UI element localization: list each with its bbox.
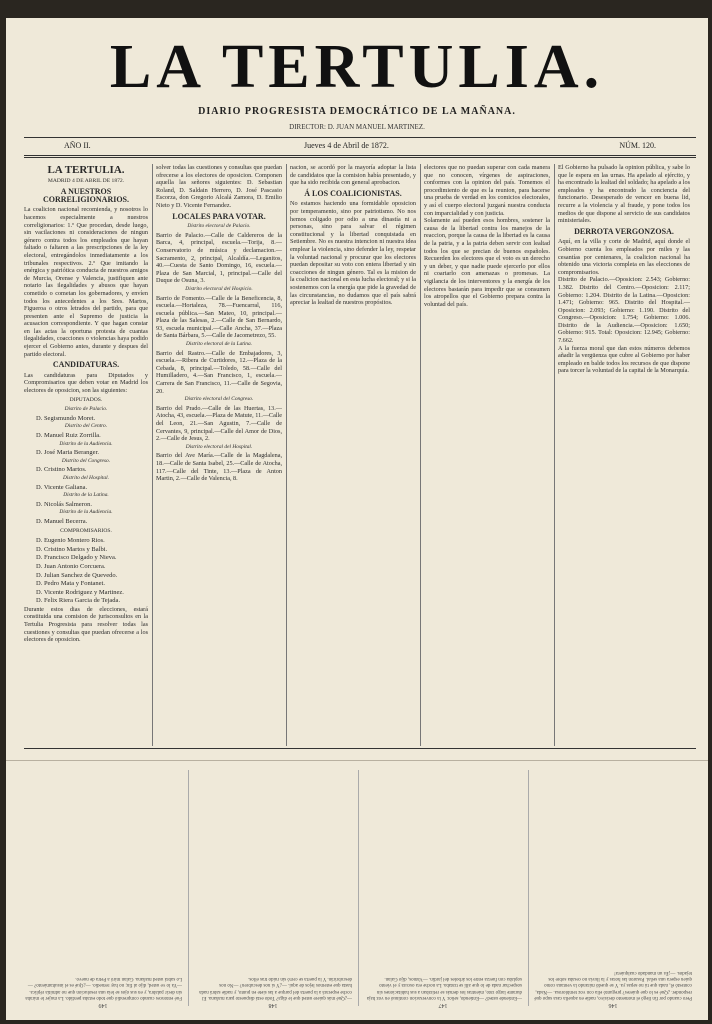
district-label: Distrito electoral de la Latina. [185, 341, 253, 348]
feuilleton-divider [358, 770, 359, 1006]
candidate-name: D. Segismundo Moret. [36, 414, 96, 422]
district-label: Distrito de la Latina. [63, 492, 109, 499]
article-text: Barrio de Fomento.—Calle de la Beneficencia, 8, escuela.—Hortaleza, 78.—Fuencarral, 116, escuela pública.—San Mateo, 10, principal.—Plaza de las Salesas, 2.—Calle de San Bernardo, 93, escuela municipal.—Calle Ancha, 37.—Plaza de Santa Bárbara, 5.—Calle de Jacometrezo, 55. [156, 294, 282, 340]
article-text: electores que no puedan superar con cada manera que no conocen, vírgenes de aspiraciones, conformes con la opinion del país. Tomemos el procedimiento de que es la reunion, para hacerse una prueba de verdad en los comicios electorales, y así el cuerpo electoral juzgará nuestra conducta con imparcialidad y con justicia. [424, 164, 550, 217]
column-divider [554, 164, 555, 746]
section-heading-correligionarios: A NUESTROS CORRELIGIONARIOS. [42, 187, 129, 204]
candidate-name: D. José Maria Beranger. [36, 449, 99, 457]
column-divider [286, 164, 287, 746]
main-bottom-rule [24, 748, 696, 749]
year-label: AÑO II. [64, 141, 91, 150]
column-divider [152, 164, 153, 746]
masthead [6, 33, 708, 131]
article-text: Barrio del Prado.—Calle de las Huertas, 13.—Atocha, 43, escuela.—Plaza de Matute, 11.—Calle del Leon, 21.—San Agustin, 7.—Calle de Cervantes, 9, principal.—Calle del Amor de Dios, 2.—Calle de Jesus, 2. [156, 404, 282, 443]
feuilleton-column [194, 768, 352, 1008]
director-line: DIRECTOR: D. JUAN MANUEL MARTINEZ. [289, 123, 425, 131]
column-1 [24, 164, 148, 746]
compromisario-name: D. Felix Riera Garcia de Tejada. [36, 597, 121, 605]
election-results: Distrito de Palacio.—Oposicion: 2.543; Gobierno: 1.382. Distrito del Centro.—Oposicion: 2.117; Gobierno: 1.204. Distrito de la Latina.—Oposicion: 1.471; Gobierno: 965. Distrito del Hospital.—Oposicion: 2.093; Gobierno: 1.190. Distrito del Congreso.—Oposicion: 1.754; Gobierno: 1.006. Distrito de la Audiencia.—Oposicion: 1.650; Gobierno: 915. Total: Oposicion: 12.945; Gobierno: 7.662. [558, 276, 690, 345]
compromisario-name: D. Pedro Mata y Fontanet. [36, 580, 105, 588]
column-5 [558, 164, 690, 746]
issue-number: NÚM. 120. [619, 141, 656, 150]
feuilleton-page-number: 149 [98, 1002, 108, 1008]
article-text: Barrio del Ave María.—Calle de la Magdalena, 18.—Calle de Santa Isabel, 25.—Calle de Atocha, 117.—Calle del Tinte, 13.—Plaza de Anton Martin, 2.—Calle de Valencia, 8. [156, 452, 282, 483]
dateline-bottom-rule [24, 155, 696, 156]
district-label: Distrito electoral del Hospital. [185, 443, 253, 450]
district-label: Distrito electoral de Palacio. [187, 223, 251, 230]
article-text: La coalicion nacional recomienda, y nosotros lo hacemos especialmente a nuestros correligionarios: 1.º Que procedan, desde luego, sin vacilaciones ni consideraciones de ningun género contra todos los empleados que hayan faltado o faltaren a las prescripciones de la ley electoral, entregándolos inmediatamente a los tribunales respectivos. 2.º Que imitando la enérgica y patriótica conducta de nuestros amigos de Murcia, Orense y Valencia, justifiquen ante notario las ilegalidades y abusos que hayan cometido o cometan los gobernadores, y envíen todos los antecedentes a los Sres. Martos, Figueroa o otros letrados del partido, para que presenten ante el Supremo de justicia la acusacion correspondiente. Y que hagan constar en las actas la oportuna protesta de cuantas ilegalidades, coacciones o violencias haya podido ejercer el Gobierno antes, durante y despues del partido electoral. [24, 206, 148, 358]
section-heading-derrota: DERROTA VERGONZOSA. [574, 226, 674, 236]
feuilleton-text: Pero cuando por fin llegó el momento decisivo, nadie en aquella casa supo qué responder. ¿Qué es lo que quieres? preguntó ella con voz temblorosa. —Nada, contestó él, nada que tú no sepas ya. Y se quedó mirando la ventana como quien espera una señal. Pasaron las horas y la lluvia no cesaba sobre los tejados. —¡Es un mandado cualquiera! [534, 969, 692, 1000]
feuilleton-divider [188, 770, 189, 1006]
compromisario-name: D. Vicente Rodriguez y Martinez. [36, 588, 124, 596]
feuilleton-divider [528, 770, 529, 1006]
newspaper-title: LA TERTULIA. [109, 33, 605, 101]
article-text: Aquí, en la villa y corte de Madrid, aquí donde el Gobierno cuenta los empleados por miles y las cesantías por centenares, la coalicion nacional ha obtenido una victoria completa en las elecciones de compromisarios. [558, 238, 690, 276]
dateline-bottom-rule-2 [24, 157, 696, 158]
district-label: Distrito de la Audiencia. [59, 440, 113, 447]
article-text: Las candidaturas para Diputados y Compromisarios que deben votar en Madrid los electores de oposicion, son las siguientes: [24, 371, 148, 395]
dateline [24, 139, 696, 153]
feuilleton-text: Fué entonces cuando comprendió que todo estaba perdido. La mujer le miraba sin decir palabra, y en sus ojos se leía una resolucion que no admitía réplica. —Ya lo ve usted, dijo al fin; no hay remedio. —¿Qué es el insultamiento? —Lo sabrá usted mañana. Galan miró a Petra de nuevo. [25, 976, 182, 1000]
article-text: El Gobierno ha pulsado la opinion pública, y sabe lo que le espera en las urnas. Ha apelado al ejército, y ha encontrado la lealtad del soldado; ha apelado a los empleados y ha encontrado la conciencia del funcionario. Desesperado de vencer en buena lid, recurre a la violencia y al fraude, y pone todos los medios de que dispone al servicio de sus candidatos ministeriales. [558, 164, 690, 225]
district-label: Distrito de la Audiencia. [59, 509, 113, 516]
subheading-compromisarios: COMPROMISARIOS. [60, 527, 112, 534]
compromisario-name: D. Julian Sanchez de Quevedo. [36, 571, 118, 579]
compromisario-name: D. Cristino Martos y Balbi. [36, 545, 108, 553]
compromisario-name: D. Eugenio Montero Rios. [36, 537, 105, 545]
district-label: Distrito electoral del Congreso. [184, 396, 254, 403]
newspaper-subtitle: DIARIO PROGRESISTA DEMOCRÁTICO DE LA MAÑANA. [198, 106, 516, 117]
compromisario-name: D. Francisco Delgado y Nieva. [36, 554, 117, 562]
fold-line [6, 760, 708, 761]
section-heading-locales: LOCALES PARA VOTAR. [172, 211, 266, 221]
section-heading-coalicionistas: Á LOS COALICIONISTAS. [304, 188, 402, 198]
column-3 [290, 164, 416, 746]
candidate-name: D. Manuel Becerra. [36, 517, 88, 525]
candidate-name: D. Manuel Ruiz Zorrilla. [36, 432, 101, 439]
newspaper-page [6, 18, 708, 1020]
compromisario-name: D. Juan Antonio Corcuera. [36, 562, 106, 570]
district-label: Distrito del Hospital. [63, 474, 109, 481]
col1-dateline: MADRID 4 DE ABRIL DE 1872. [47, 177, 125, 184]
subheading-diputados: DIPUTADOS. [69, 396, 103, 403]
issue-date: Jueves 4 de Abril de 1872. [304, 141, 389, 150]
feuilleton-page-number: 146 [608, 1002, 618, 1008]
feuilleton-text: —¿Qué más quiere usted que le diga? Todo está dispuesto para mañana. El coche esperará a la puerta del parque a las siete en punto, y nadie sabrá nada hasta que estemos lejos de aquí. —¿Y si nos descubren? —No nos descubrirán. Y la puerta se cerró sin ruido tras ellos. [199, 976, 352, 1000]
district-label: Distrito de Palacio. [64, 406, 108, 413]
district-label: Distrito del Centro. [64, 423, 108, 430]
column-4 [424, 164, 550, 746]
article-text: solver todas las cuestiones y consultas que puedan ofrecerse a los electores de oposicion. Componen aquella las señores siguientes: D. Sebastian Roland, D. Saldain Herrero, D. José Pascasio Escorza, don Gregorio Alcalá Zamora, D. Emilio Nieto y D. Vicente Fernandez. [156, 164, 282, 209]
article-text: No estamos haciendo una formidable oposicion por temperamento, sino por patriotismo. No nos hemos coligado por odio a una dinastía ni a personas, sino para salvar el régimen constitucional y la libertad conquistada en Setiembre. No es nuestra intencion ni nuestra idea emplear la violencia, sino defender la ley, respetar la voluntad nacional y procurar que los electores puedan depositar su voto con entera libertad y sin coacciones de ningun género. Tal es la mision de la coalicion nacional en esta lucha electoral; y si la sostenemos con la energía que pide la gravedad de las circunstancias, no dudamos que el país sabrá apreciar la lealtad de nuestros propósitos. [290, 200, 416, 307]
top-rule [24, 137, 696, 138]
feuilleton-column [534, 768, 692, 1008]
section-heading-candidaturas: CANDIDATURAS. [52, 360, 120, 370]
feuilleton-column [364, 768, 522, 1008]
candidate-name: D. Cristino Martos. [36, 466, 87, 474]
column-divider [420, 164, 421, 746]
feuilleton-page-number: 147 [438, 1002, 448, 1008]
article-text: Barrio del Rastro.—Calle de Embajadores, 3, escuela.—Ribera de Curtidores, 12.—Plaza de la Cebada, 8, principal.—Toledo, 58.—Calle del Humilladero, 4.—San Francisco, 1, escuela.—Carrera de San Francisco, 11.—Calle de Segovia, 20. [156, 349, 282, 395]
article-text: A la fuerza moral que dan estos números debemos añadir la vergüenza que cubre al Gobierno por haber empleado en balde todos los recursos de que dispone para torcer la voluntad de la capital de la Monarquía. [558, 344, 690, 375]
district-label: Distrito electoral del Hospicio. [185, 285, 253, 292]
feuilleton-page-number: 148 [268, 1002, 278, 1008]
district-label: Distrito del Congreso. [61, 457, 111, 464]
feuilleton-column [24, 768, 182, 1008]
article-text: Durante estos dias de elecciones, estará constituida una comision de jurisconsultos en la Tertulia Progresista para resolver todas las cuestiones y consultas que puedan ofrecerse a los electores de oposicion. [24, 605, 148, 644]
feuilleton-text: —Entiende usted? —Entiendo, señor. Y la conversacion continuó en voz baja durante largo rato, mientras los demás se retiraban a sus habitaciones sin sospechar nada de lo que allí se trataba. La noche era oscura y el viento soplaba con fuerza entre los árboles del jardin. —Vamos, dijo Galan. [366, 976, 522, 1000]
candidate-name: D. Vicente Galiana. [36, 483, 88, 491]
section-heading-tertulia: LA TERTULIA. [47, 164, 125, 176]
article-text: nacion, se acordó por la mayoría adoptar la lista de candidatos que la comision había presentado, y que ha sido recibida con general aprobacion. [290, 164, 416, 187]
article-text: Solamente así pueden esos hombres, sostener la causa de la libertad contra los manejos de la reaccion, porque la causa de la libertad es la causa de la patria, y a la patria deben servir con lealtad todos los que se precian de buenos españoles. Recuerden los electores que el voto es un derecho y un deber, y que nadie puede ejercerlo por ellos ni coartarlo con amenazas o promesas. La vigilancia de los interventores y la energía de los electores bastarán para impedir que se consumen los atropellos que el Gobierno prepara contra la voluntad del país. [424, 217, 550, 308]
candidate-name: D. Nicolás Salmeron. [36, 500, 92, 508]
column-2 [156, 164, 282, 746]
article-text: Barrio de Palacio.—Calle de Caldereros de la Barca, 4, principal, escuela.—Torija, 8.—Conservatorio de música y declamacion.—Sacramento, 2, principal, Alcaldía.—Leganitos, 40.—Cuesta de Santo Domingo, 16, escuela.—Plaza de San Marcial, 1, principal.—Calle del Duque de Osuna, 3. [156, 231, 282, 285]
